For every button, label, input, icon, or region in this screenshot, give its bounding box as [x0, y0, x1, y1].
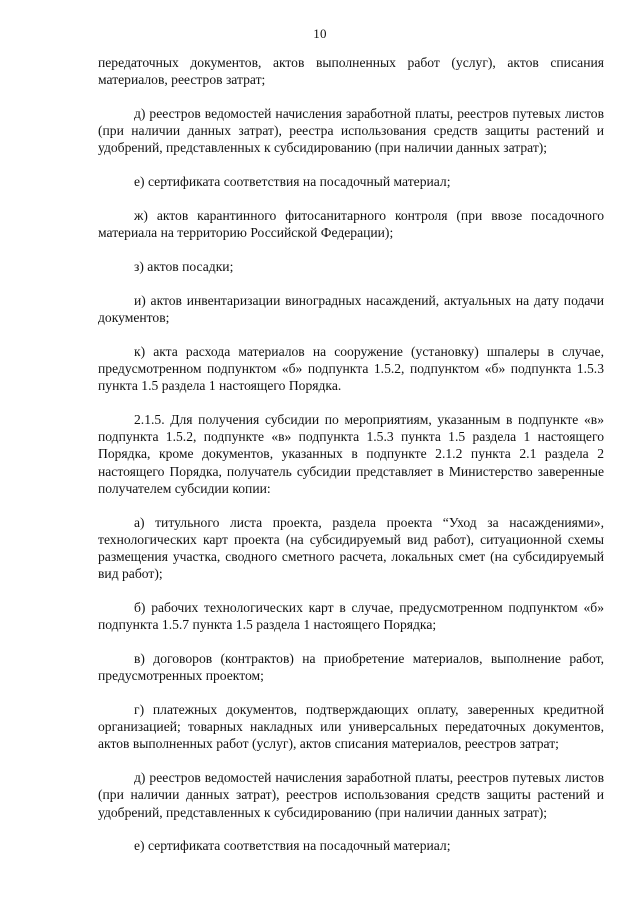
paragraph-clause-2-1-5: 2.1.5. Для получения субсидии по мероприятиям, указанным в подпункте «в» подпункта 1.5.2, подпункте «в» подпункта 1.5.3 пункта 1.5 раздела 1 настоящего Порядка, кроме документов, указанных в подпункте 2.1.2 пункта 2.1 раздела 2 настоящего Порядка, получатель субсидии представляет в Министерство заверенные получателем субсидии копии:	[98, 412, 604, 496]
paragraph-item-zh: ж) актов карантинного фитосанитарного контроля (при ввозе посадочного материала на территорию Российской Федерации);	[98, 208, 604, 241]
document-body	[98, 54, 604, 871]
paragraph-item-e: е) сертификата соответствия на посадочный материал;	[134, 174, 451, 190]
paragraph-item-z: з) актов посадки;	[134, 259, 234, 274]
paragraph-item-d: д) реестров ведомостей начисления заработной платы, реестров путевых листов (при наличии данных затрат), реестра использования средств защиты растений и удобрений, представленных к субсидированию (при наличии данных затрат);	[98, 106, 604, 156]
paragraph-item-a: а) титульного листа проекта, раздела проекта “Уход за насаждениями», технологических карт проекта (на субсидируемый вид работ), ситуационной схемы размещения участка, сводного сметного расчета, локальных смет (на субсидируемый вид работ);	[98, 514, 604, 582]
paragraph-item-g: г) платежных документов, подтверждающих оплату, заверенных кредитной организацией; товарных накладных или универсальных передаточных документов, актов выполненных работ (услуг), актов списания материалов, реестров затрат;	[98, 702, 604, 752]
paragraph-item-v: в) договоров (контрактов) на приобретение материалов, выполнение работ, предусмотренных проектом;	[98, 651, 604, 684]
paragraph-item-b: б) рабочих технологических карт в случае, предусмотренном подпунктом «б» подпункта 1.5.7 пункта 1.5 раздела 1 настоящего Порядка;	[98, 600, 604, 633]
paragraph-item-k: к) акта расхода материалов на сооружение (установку) шпалеры в случае, предусмотренном подпунктом «б» подпункта 1.5.2, подпунктом «б» подпункта 1.5.3 пункта 1.5 раздела 1 настоящего Порядка.	[98, 343, 604, 394]
paragraph-continuation: передаточных документов, актов выполненных работ (услуг), актов списания материалов, реестров затрат;	[98, 55, 604, 88]
paragraph-item-d-second: д) реестров ведомостей начисления заработной платы, реестров путевых листов (при наличии данных затрат), реестров использования средств защиты растений и удобрений, представленных к субсидированию (при наличии данных затрат);	[98, 770, 604, 820]
paragraph-item-e-second: е) сертификата соответствия на посадочный материал;	[134, 838, 451, 854]
paragraph-item-i: и) актов инвентаризации виноградных насаждений, актуальных на дату подачи документов;	[98, 292, 604, 325]
page-number: 10	[313, 26, 327, 41]
